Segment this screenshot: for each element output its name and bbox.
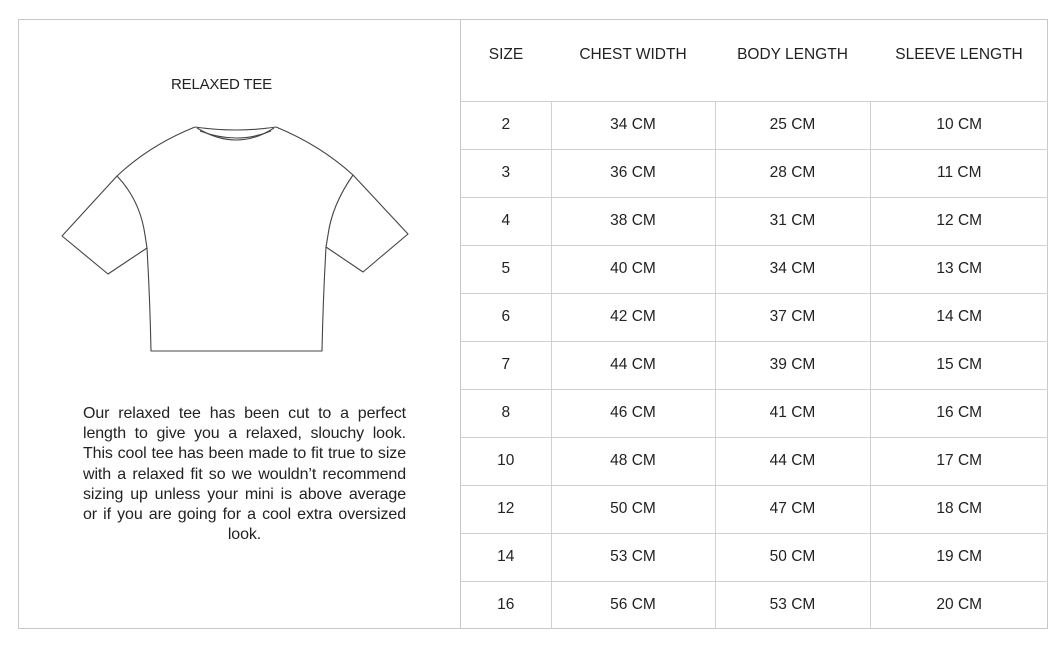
header-size: SIZE (461, 19, 551, 101)
table-header-row (461, 19, 1048, 101)
cell-chest-width: 42 CM (551, 293, 715, 341)
header-sleeve-length: SLEEVE LENGTH (870, 19, 1048, 101)
cell-sleeve-length: 20 CM (870, 581, 1048, 629)
cell-body-length: 41 CM (715, 389, 870, 437)
cell-sleeve-length: 18 CM (870, 485, 1048, 533)
cell-chest-width: 56 CM (551, 581, 715, 629)
cell-size: 10 (461, 437, 551, 485)
cell-size: 7 (461, 341, 551, 389)
table-row (461, 197, 1048, 245)
cell-sleeve-length: 10 CM (870, 101, 1048, 149)
header-body-length: BODY LENGTH (715, 19, 870, 101)
cell-size: 12 (461, 485, 551, 533)
table-row (461, 245, 1048, 293)
cell-body-length: 25 CM (715, 101, 870, 149)
cell-body-length: 31 CM (715, 197, 870, 245)
cell-chest-width: 46 CM (551, 389, 715, 437)
cell-body-length: 37 CM (715, 293, 870, 341)
cell-chest-width: 48 CM (551, 437, 715, 485)
table-row (461, 389, 1048, 437)
cell-size: 6 (461, 293, 551, 341)
table-row (461, 149, 1048, 197)
cell-chest-width: 36 CM (551, 149, 715, 197)
cell-sleeve-length: 15 CM (870, 341, 1048, 389)
size-chart-table (461, 19, 1048, 629)
table-row (461, 341, 1048, 389)
cell-sleeve-length: 19 CM (870, 533, 1048, 581)
product-description: Our relaxed tee has been cut to a perfect length to give you a relaxed, slouchy look. This cool tee has been made to fit true to size with a relaxed fit so we wouldn’t recommend sizing up unless your mini is above average or if you are going for a cool extra oversized look. (83, 405, 406, 544)
cell-sleeve-length: 14 CM (870, 293, 1048, 341)
cell-body-length: 39 CM (715, 341, 870, 389)
table-row (461, 101, 1048, 149)
cell-chest-width: 40 CM (551, 245, 715, 293)
product-title: RELAXED TEE (171, 76, 272, 93)
table-row (461, 437, 1048, 485)
cell-chest-width: 44 CM (551, 341, 715, 389)
cell-chest-width: 50 CM (551, 485, 715, 533)
cell-size: 2 (461, 101, 551, 149)
cell-sleeve-length: 17 CM (870, 437, 1048, 485)
cell-sleeve-length: 11 CM (870, 149, 1048, 197)
cell-body-length: 50 CM (715, 533, 870, 581)
cell-sleeve-length: 13 CM (870, 245, 1048, 293)
cell-size: 14 (461, 533, 551, 581)
table-row (461, 485, 1048, 533)
cell-size: 3 (461, 149, 551, 197)
cell-sleeve-length: 16 CM (870, 389, 1048, 437)
cell-size: 4 (461, 197, 551, 245)
cell-chest-width: 38 CM (551, 197, 715, 245)
cell-size: 16 (461, 581, 551, 629)
cell-chest-width: 53 CM (551, 533, 715, 581)
header-chest-width: CHEST WIDTH (551, 19, 715, 101)
cell-body-length: 47 CM (715, 485, 870, 533)
cell-body-length: 44 CM (715, 437, 870, 485)
cell-size: 8 (461, 389, 551, 437)
table-row (461, 533, 1048, 581)
cell-sleeve-length: 12 CM (870, 197, 1048, 245)
tshirt-illustration (0, 0, 461, 400)
cell-size: 5 (461, 245, 551, 293)
cell-body-length: 34 CM (715, 245, 870, 293)
table-row (461, 293, 1048, 341)
cell-body-length: 53 CM (715, 581, 870, 629)
cell-chest-width: 34 CM (551, 101, 715, 149)
cell-body-length: 28 CM (715, 149, 870, 197)
table-row (461, 581, 1048, 629)
